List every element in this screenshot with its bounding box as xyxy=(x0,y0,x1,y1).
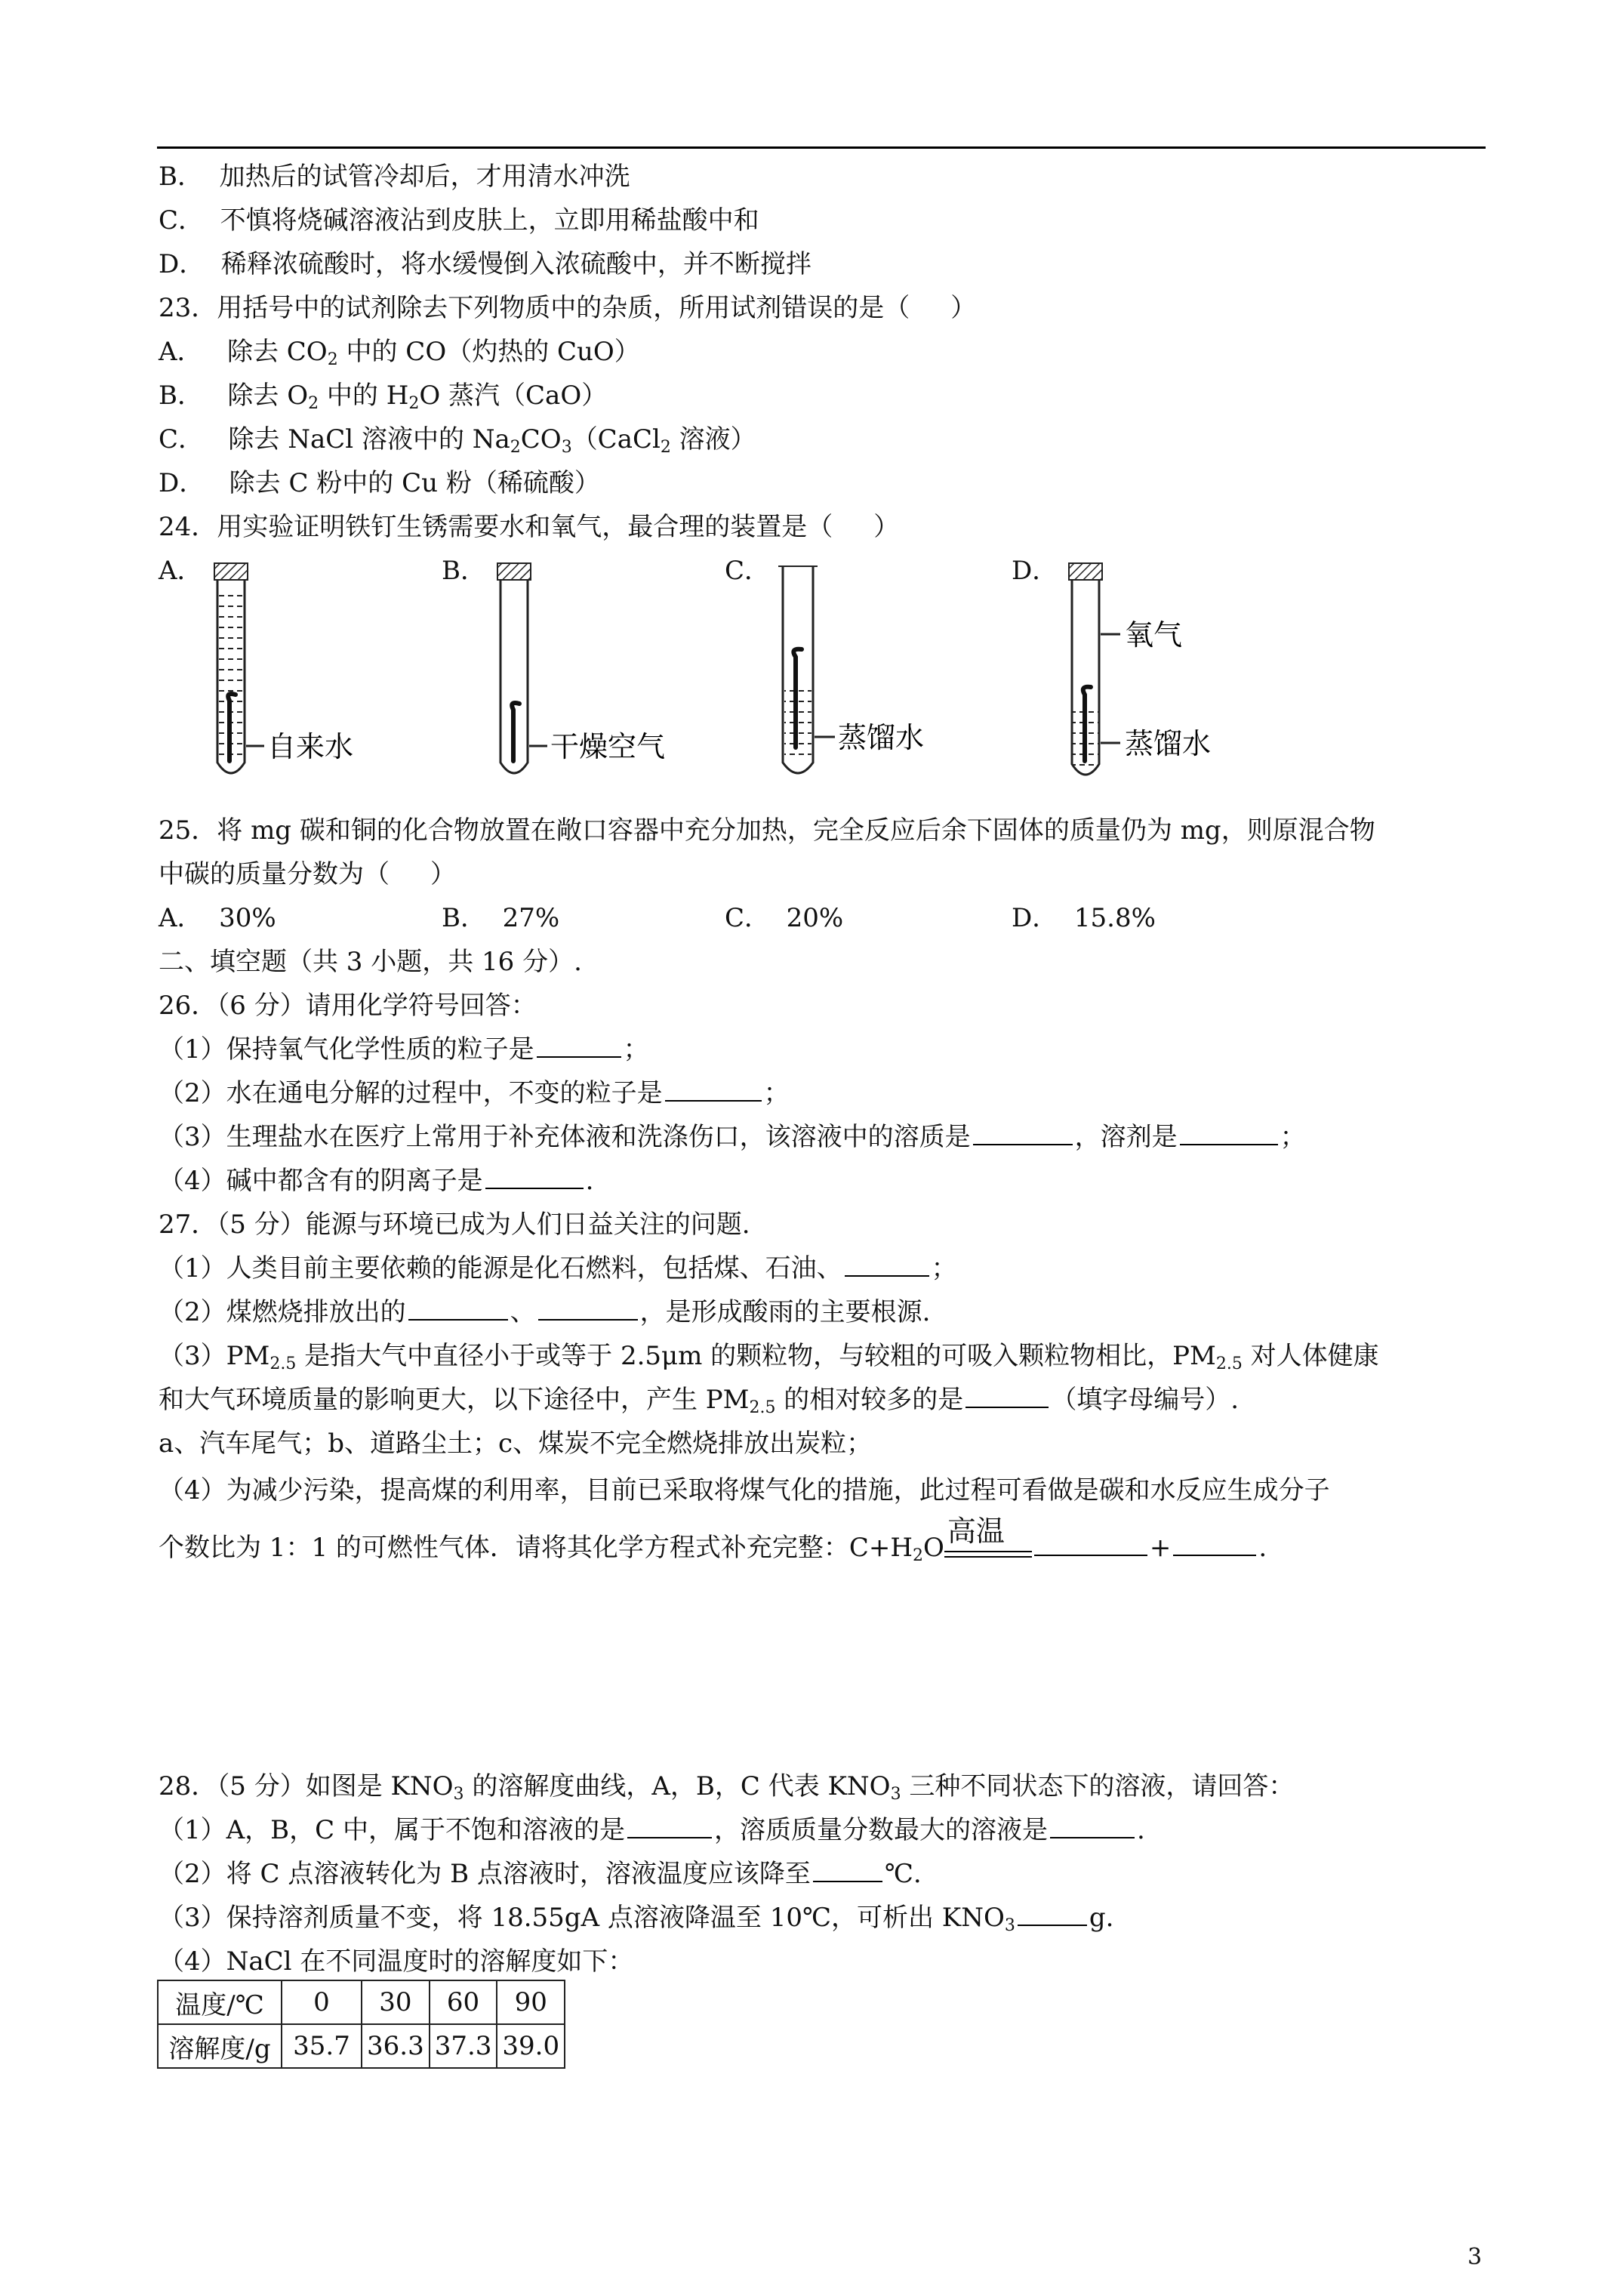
answer-blank[interactable] xyxy=(965,1384,1049,1408)
answer-blank[interactable] xyxy=(813,1858,882,1882)
q26-stem: 26．（6 分）请用化学符号回答： xyxy=(159,991,537,1021)
table-cell: 35.7 xyxy=(282,2024,362,2068)
q28-line3: （3）保持溶剂质量不变，将 18.55gA 点溶液降温至 10℃，可析出 $KNO_3$ g. xyxy=(159,1903,1114,1935)
label-distilled-water-c: 蒸馏水 xyxy=(838,721,925,754)
q23-option-b: B． 除去 $O_2$ 中的 $H_2O$ 蒸汽（CaO） xyxy=(159,381,608,413)
table-header-cell: 0 xyxy=(282,1980,362,2024)
tube-b xyxy=(497,563,665,773)
answer-blank[interactable] xyxy=(1173,1532,1256,1556)
q23-stem: 23．用括号中的试剂除去下列物质中的杂质，所用试剂错误的是（ ） xyxy=(159,293,977,323)
q27-stem: 27．（5 分）能源与环境已成为人们日益关注的问题. xyxy=(159,1210,750,1240)
table-row xyxy=(158,2024,565,2068)
table-header-cell: 60 xyxy=(430,1980,497,2024)
answer-blank[interactable] xyxy=(1050,1814,1135,1838)
q24-option-b-label: B． xyxy=(442,556,486,586)
q26-line4: （4）碱中都含有的阴离子是 . xyxy=(159,1166,594,1196)
answer-blank[interactable] xyxy=(845,1253,929,1277)
q25-stem-line2: 中碳的质量分数为（ ） xyxy=(159,859,457,889)
q28-line2: （2）将 C 点溶液转化为 B 点溶液时，溶液温度应该降至 ℃. xyxy=(159,1859,922,1889)
section-heading: 二、填空题（共 3 小题，共 16 分）. xyxy=(159,947,582,977)
table-cell: 溶解度/g xyxy=(158,2024,282,2068)
table-header-cell: 90 xyxy=(497,1980,565,2024)
answer-blank[interactable] xyxy=(408,1296,508,1321)
q23-option-d: D． 除去 C 粉中的 Cu 粉（稀硫酸） xyxy=(159,468,600,498)
q27-line3: $(3)PM_{2.5}$ 是指大气中直径小于或等于 2.5μm 的颗粒物，与较粗的可吸入颗粒物相比，$PM_{2.5}$ 对人体健康 xyxy=(159,1341,1379,1373)
table-cell: 37.3 xyxy=(430,2024,497,2068)
table-header-cell: 温度/℃ xyxy=(158,1980,282,2024)
q27-line6: （4）为减少污染，提高煤的利用率，目前已采取将煤气化的措施，此过程可看做是碳和水反应生成分子 xyxy=(159,1475,1330,1505)
q25-stem-line1: 25．将 mg 碳和铜的化合物放置在敞口容器中充分加热，完全反应后余下固体的质量仍为 mg，则原混合物 xyxy=(159,815,1375,846)
label-oxygen: 氧气 xyxy=(1125,618,1183,652)
q22-option-c: C． 不慎将烧碱溶液沾到皮肤上，立即用稀盐酸中和 xyxy=(159,205,759,236)
q24-stem: 24．用实验证明铁钉生锈需要水和氧气，最合理的装置是（ ） xyxy=(159,512,900,542)
answer-blank[interactable] xyxy=(538,1296,638,1321)
header-rule xyxy=(157,146,1486,149)
q27-line4: 和大气环境质量的影响更大，以下途径中，产生 $PM_{2.5}$ 的相对较多的是 （填字母编号）. xyxy=(159,1385,1240,1417)
table-cell: 39.0 xyxy=(497,2024,565,2068)
q24-option-a-label: A． xyxy=(159,556,203,586)
label-dry-air: 干燥空气 xyxy=(550,730,666,763)
label-tap-water: 自来水 xyxy=(267,730,354,763)
tube-a xyxy=(214,563,353,773)
answer-blank[interactable] xyxy=(627,1814,712,1838)
q26-line3: （3）生理盐水在医疗上常用于补充体液和洗涤伤口，该溶液中的溶质是 ，溶剂是 ； xyxy=(159,1122,1306,1152)
table-header-cell: 30 xyxy=(362,1980,430,2024)
high-temperature-condition: 高温 xyxy=(944,1531,1032,1564)
q25-option-b: B． 27% xyxy=(442,903,560,933)
table-cell: 36.3 xyxy=(362,2024,430,2068)
answer-blank[interactable] xyxy=(1034,1532,1147,1556)
answer-blank[interactable] xyxy=(1018,1902,1087,1926)
q28-line1: （1）A，B，C 中，属于不饱和溶液的是 ，溶质质量分数最大的溶液是 . xyxy=(159,1815,1145,1845)
tube-d xyxy=(1069,563,1211,775)
q22-option-d: D． 稀释浓硫酸时，将水缓慢倒入浓硫酸中，并不断搅拌 xyxy=(159,249,812,279)
q26-line2: （2）水在通电分解的过程中，不变的粒子是 ； xyxy=(159,1078,790,1108)
q25-option-c: C． 20% xyxy=(725,903,844,933)
q22-option-b: B． 加热后的试管冷却后，才用清水冲洗 xyxy=(159,162,630,192)
q27-line5: a、汽车尾气；b、道路尘土；c、煤炭不完全燃烧排放出炭粒； xyxy=(159,1428,873,1459)
q25-option-d: D． 15.8% xyxy=(1012,903,1156,933)
q27-line1: （1）人类目前主要依赖的能源是化石燃料，包括煤、石油、 ； xyxy=(159,1253,957,1284)
q28-stem: 28．（5 分）如图是 $KNO_3$ 的溶解度曲线，A，B，C 代表 $KNO_3$ 三种不同状态下的溶液，请回答： xyxy=(159,1771,1295,1804)
tube-c xyxy=(778,566,924,773)
test-tube-figures xyxy=(181,559,1313,808)
label-distilled-water-d: 蒸馏水 xyxy=(1125,727,1212,760)
table-row xyxy=(158,1980,565,2024)
page-number: 3 xyxy=(1467,2244,1483,2270)
q27-line7-equation: 个数比为 1：1 的可燃性气体．请将其化学方程式补充完整：$C+H_2O$ 高温 + . xyxy=(159,1515,1267,1565)
answer-blank[interactable] xyxy=(973,1121,1073,1145)
answer-blank[interactable] xyxy=(537,1034,621,1058)
answer-blank[interactable] xyxy=(1180,1121,1278,1145)
q23-option-a: A． 除去 $CO_2$ 中的 CO（灼热的 CuO） xyxy=(159,337,640,369)
q24-option-d-label: D． xyxy=(1012,556,1058,586)
answer-blank[interactable] xyxy=(665,1077,762,1102)
q26-line1: （1）保持氧气化学性质的粒子是 ； xyxy=(159,1034,649,1065)
nacl-solubility-table xyxy=(157,1980,565,2069)
q25-option-a: A． 30% xyxy=(159,903,276,933)
answer-blank[interactable] xyxy=(485,1165,584,1189)
q23-option-c: C． 除去 NaCl 溶液中的 $Na_2CO_3(CaCl_2$ 溶液） xyxy=(159,424,756,457)
q27-line2: （2）煤燃烧排放出的 、 ，是形成酸雨的主要根源. xyxy=(159,1297,931,1327)
q28-line4: （4）NaCl 在不同温度时的溶解度如下： xyxy=(159,1946,634,1977)
q24-option-c-label: C． xyxy=(725,556,771,586)
